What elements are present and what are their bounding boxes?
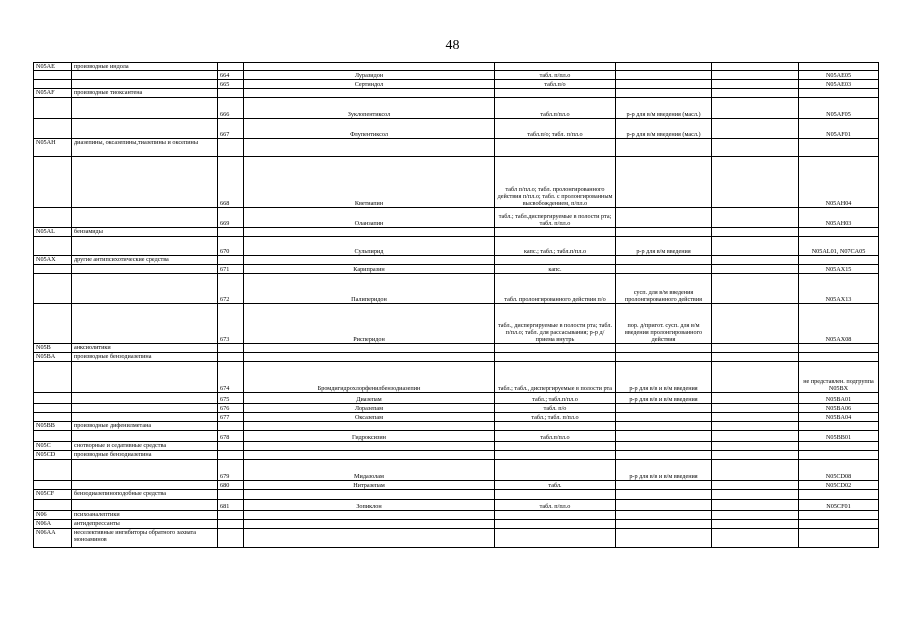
table-row xyxy=(34,237,879,256)
group-description-cell: бензодиазепиноподобные средства xyxy=(72,490,218,500)
drug-name-cell xyxy=(244,442,495,451)
group-description-cell: другие антипсихотические средства xyxy=(72,256,218,265)
atc-group-code-cell: N06A xyxy=(34,520,72,529)
empty-cell xyxy=(712,237,799,256)
empty-cell xyxy=(712,265,799,274)
dosage-form-cell xyxy=(495,460,616,481)
atc-code-cell xyxy=(799,422,879,431)
dosage-form-cell: табл.; табл., диспергируемые в полости рта xyxy=(495,362,616,393)
injection-form-cell xyxy=(616,500,712,511)
group-description-cell xyxy=(72,304,218,344)
injection-form-cell xyxy=(616,520,712,529)
drug-name-cell: Диазепам xyxy=(244,393,495,404)
injection-form-cell: р-р для в/в и в/м введения xyxy=(616,393,712,404)
injection-form-cell xyxy=(616,139,712,157)
atc-code-cell xyxy=(799,353,879,362)
dosage-form-cell: табл. п/о xyxy=(495,404,616,413)
group-row xyxy=(34,422,879,431)
drug-name-cell xyxy=(244,256,495,265)
injection-form-cell xyxy=(616,413,712,422)
item-number-cell: 673 xyxy=(218,304,244,344)
group-description-cell: снотворные и седативные средства xyxy=(72,442,218,451)
group-description-cell: неселективные ингибиторы обратного захвата моноаминов xyxy=(72,529,218,548)
item-number-cell xyxy=(218,422,244,431)
atc-group-code-cell xyxy=(34,98,72,119)
group-description-cell: производные бензодиазепина xyxy=(72,353,218,362)
atc-code-cell xyxy=(799,139,879,157)
drug-name-cell: Зуклопентиксол xyxy=(244,98,495,119)
group-row xyxy=(34,353,879,362)
drug-name-cell: Оксазепам xyxy=(244,413,495,422)
empty-cell xyxy=(712,511,799,520)
atc-group-code-cell: N05AX xyxy=(34,256,72,265)
atc-code-cell xyxy=(799,529,879,548)
atc-code-cell: N05AX15 xyxy=(799,265,879,274)
atc-group-code-cell: N05AL xyxy=(34,228,72,237)
drug-name-cell xyxy=(244,490,495,500)
atc-code-cell: N05CF01 xyxy=(799,500,879,511)
injection-form-cell xyxy=(616,353,712,362)
atc-group-code-cell xyxy=(34,71,72,80)
drug-name-cell xyxy=(244,228,495,237)
item-number-cell xyxy=(218,529,244,548)
item-number-cell xyxy=(218,139,244,157)
empty-cell xyxy=(712,404,799,413)
dosage-form-cell: капс. xyxy=(495,265,616,274)
table-row xyxy=(34,157,879,208)
injection-form-cell: р-р для в/в и в/м введения xyxy=(616,362,712,393)
dosage-form-cell: капс.; табл.; табл.п/пл.о xyxy=(495,237,616,256)
group-row xyxy=(34,520,879,529)
atc-group-code-cell: N05CD xyxy=(34,451,72,460)
dosage-form-cell: табл.п/о xyxy=(495,80,616,89)
dosage-form-cell xyxy=(495,511,616,520)
atc-group-code-cell xyxy=(34,431,72,442)
group-row xyxy=(34,89,879,98)
item-number-cell: 669 xyxy=(218,208,244,228)
dosage-form-cell: табл.; табл.диспергируемые в полости рта; табл. п/пл.о xyxy=(495,208,616,228)
drug-name-cell xyxy=(244,520,495,529)
drug-name-cell: Гидроксизин xyxy=(244,431,495,442)
group-description-cell: психоаналептики xyxy=(72,511,218,520)
table-row xyxy=(34,119,879,139)
dosage-form-cell: табл п/пл.о; табл. пролонгированного действия п/пл.о; табл. с пролонгированным высвобождением, п/пл.о xyxy=(495,157,616,208)
empty-cell xyxy=(712,80,799,89)
table-row xyxy=(34,98,879,119)
injection-form-cell xyxy=(616,442,712,451)
item-number-cell: 678 xyxy=(218,431,244,442)
empty-cell xyxy=(712,490,799,500)
group-description-cell: производные тиоксантена xyxy=(72,89,218,98)
group-row xyxy=(34,344,879,353)
group-description-cell xyxy=(72,157,218,208)
table-row xyxy=(34,500,879,511)
empty-cell xyxy=(712,228,799,237)
item-number-cell: 679 xyxy=(218,460,244,481)
item-number-cell: 665 xyxy=(218,80,244,89)
empty-cell xyxy=(712,157,799,208)
group-row xyxy=(34,511,879,520)
group-description-cell: производные индола xyxy=(72,63,218,71)
atc-code-cell: N05CD02 xyxy=(799,481,879,490)
table-row xyxy=(34,393,879,404)
injection-form-cell: р-р для в/м введения xyxy=(616,237,712,256)
injection-form-cell xyxy=(616,431,712,442)
atc-group-code-cell xyxy=(34,80,72,89)
drug-name-cell xyxy=(244,344,495,353)
atc-code-cell xyxy=(799,442,879,451)
injection-form-cell xyxy=(616,422,712,431)
atc-group-code-cell xyxy=(34,208,72,228)
group-description-cell xyxy=(72,413,218,422)
atc-code-cell xyxy=(799,520,879,529)
dosage-form-cell xyxy=(495,89,616,98)
empty-cell xyxy=(712,460,799,481)
item-number-cell xyxy=(218,451,244,460)
dosage-form-cell: табл.п/о; табл. п/пл.о xyxy=(495,119,616,139)
atc-group-code-cell: N05AF xyxy=(34,89,72,98)
dosage-form-cell xyxy=(495,529,616,548)
dosage-form-cell xyxy=(495,353,616,362)
injection-form-cell xyxy=(616,529,712,548)
dosage-form-cell xyxy=(495,442,616,451)
atc-code-cell: N05AH04 xyxy=(799,157,879,208)
group-description-cell xyxy=(72,481,218,490)
atc-group-code-cell: N06AA xyxy=(34,529,72,548)
item-number-cell xyxy=(218,511,244,520)
empty-cell xyxy=(712,256,799,265)
group-description-cell xyxy=(72,265,218,274)
item-number-cell: 667 xyxy=(218,119,244,139)
empty-cell xyxy=(712,98,799,119)
injection-form-cell xyxy=(616,228,712,237)
empty-cell xyxy=(712,89,799,98)
dosage-form-cell: табл. xyxy=(495,481,616,490)
item-number-cell: 677 xyxy=(218,413,244,422)
group-row xyxy=(34,139,879,157)
empty-cell xyxy=(712,63,799,71)
injection-form-cell xyxy=(616,481,712,490)
group-description-cell xyxy=(72,237,218,256)
atc-code-cell: N05CD08 xyxy=(799,460,879,481)
dosage-form-cell: табл. пролонгированного действия п/о xyxy=(495,274,616,304)
table-row xyxy=(34,460,879,481)
atc-code-cell xyxy=(799,256,879,265)
dosage-form-cell xyxy=(495,63,616,71)
item-number-cell xyxy=(218,520,244,529)
injection-form-cell xyxy=(616,208,712,228)
atc-code-cell: N05AX08 xyxy=(799,304,879,344)
item-number-cell: 680 xyxy=(218,481,244,490)
empty-cell xyxy=(712,139,799,157)
atc-group-code-cell: N05BB xyxy=(34,422,72,431)
dosage-form-cell xyxy=(495,139,616,157)
group-row xyxy=(34,490,879,500)
atc-code-cell: N05AF01 xyxy=(799,119,879,139)
atc-group-code-cell xyxy=(34,237,72,256)
injection-form-cell xyxy=(616,490,712,500)
drug-name-cell: Карипразин xyxy=(244,265,495,274)
group-description-cell: бензамиды xyxy=(72,228,218,237)
injection-form-cell xyxy=(616,511,712,520)
group-description-cell xyxy=(72,500,218,511)
empty-cell xyxy=(712,481,799,490)
empty-cell xyxy=(712,304,799,344)
atc-group-code-cell xyxy=(34,500,72,511)
injection-form-cell: пор. д/пригот. сусп. для в/м введения пролонгированного действия xyxy=(616,304,712,344)
atc-group-code-cell: N05AE xyxy=(34,63,72,71)
table-row xyxy=(34,80,879,89)
table-row xyxy=(34,431,879,442)
table-row xyxy=(34,362,879,393)
atc-code-cell xyxy=(799,344,879,353)
atc-group-code-cell xyxy=(34,274,72,304)
drug-name-cell: Оланзапин xyxy=(244,208,495,228)
item-number-cell: 670 xyxy=(218,237,244,256)
dosage-form-cell xyxy=(495,256,616,265)
item-number-cell: 668 xyxy=(218,157,244,208)
empty-cell xyxy=(712,451,799,460)
injection-form-cell xyxy=(616,265,712,274)
dosage-form-cell xyxy=(495,344,616,353)
item-number-cell: 681 xyxy=(218,500,244,511)
drug-name-cell xyxy=(244,422,495,431)
drug-name-cell: Зопиклон xyxy=(244,500,495,511)
drug-name-cell: Флупентиксол xyxy=(244,119,495,139)
atc-code-cell: N05BA04 xyxy=(799,413,879,422)
group-description-cell xyxy=(72,98,218,119)
drug-name-cell: Нитразепам xyxy=(244,481,495,490)
empty-cell xyxy=(712,208,799,228)
group-description-cell xyxy=(72,431,218,442)
atc-code-cell: N05AE03 xyxy=(799,80,879,89)
table-row xyxy=(34,208,879,228)
group-description-cell xyxy=(72,404,218,413)
atc-code-cell: N05AH03 xyxy=(799,208,879,228)
drug-name-cell xyxy=(244,451,495,460)
atc-group-code-cell: N06 xyxy=(34,511,72,520)
atc-group-code-cell xyxy=(34,362,72,393)
item-number-cell: 674 xyxy=(218,362,244,393)
group-description-cell: антидепрессанты xyxy=(72,520,218,529)
atc-code-cell xyxy=(799,451,879,460)
item-number-cell xyxy=(218,344,244,353)
injection-form-cell: р-р для в/м введения (масл.) xyxy=(616,98,712,119)
dosage-form-cell: табл.; табл. п/пл.о xyxy=(495,413,616,422)
injection-form-cell xyxy=(616,256,712,265)
atc-group-code-cell xyxy=(34,119,72,139)
injection-form-cell xyxy=(616,344,712,353)
injection-form-cell xyxy=(616,157,712,208)
empty-cell xyxy=(712,431,799,442)
item-number-cell: 676 xyxy=(218,404,244,413)
drug-name-cell xyxy=(244,139,495,157)
atc-code-cell xyxy=(799,63,879,71)
empty-cell xyxy=(712,422,799,431)
atc-code-cell: N05BB01 xyxy=(799,431,879,442)
empty-cell xyxy=(712,529,799,548)
table-row xyxy=(34,413,879,422)
dosage-form-cell xyxy=(495,228,616,237)
item-number-cell xyxy=(218,228,244,237)
group-row xyxy=(34,228,879,237)
empty-cell xyxy=(712,274,799,304)
drug-name-cell: Лоразепам xyxy=(244,404,495,413)
group-description-cell xyxy=(72,362,218,393)
item-number-cell xyxy=(218,89,244,98)
atc-group-code-cell: N05CF xyxy=(34,490,72,500)
empty-cell xyxy=(712,520,799,529)
item-number-cell: 672 xyxy=(218,274,244,304)
atc-code-cell: N05AX13 xyxy=(799,274,879,304)
table-row xyxy=(34,404,879,413)
item-number-cell xyxy=(218,490,244,500)
atc-group-code-cell: N05B xyxy=(34,344,72,353)
drug-name-cell: Рисперидон xyxy=(244,304,495,344)
drug-name-cell xyxy=(244,353,495,362)
atc-code-cell xyxy=(799,228,879,237)
injection-form-cell xyxy=(616,404,712,413)
injection-form-cell: р-р для в/м введения (масл.) xyxy=(616,119,712,139)
group-row xyxy=(34,451,879,460)
item-number-cell xyxy=(218,353,244,362)
group-description-cell: производные дифенилметана xyxy=(72,422,218,431)
drug-name-cell xyxy=(244,529,495,548)
group-description-cell: производные бензодиазепина xyxy=(72,451,218,460)
dosage-form-cell xyxy=(495,520,616,529)
atc-code-cell xyxy=(799,89,879,98)
group-description-cell: диазепины, оксазепины,тиазепины и оксепины xyxy=(72,139,218,157)
atc-group-code-cell xyxy=(34,304,72,344)
item-number-cell xyxy=(218,63,244,71)
atc-group-code-cell: N05BA xyxy=(34,353,72,362)
dosage-form-cell: табл. п/пл.о xyxy=(495,500,616,511)
table-row xyxy=(34,304,879,344)
atc-code-cell: не представлен. подгруппа N05BX xyxy=(799,362,879,393)
drug-table xyxy=(33,62,879,548)
dosage-form-cell: табл., диспергируемые в полости рта; табл. п/пл.о; табл. для рассасывания; р-р д/приема внутрь xyxy=(495,304,616,344)
item-number-cell: 671 xyxy=(218,265,244,274)
table-row xyxy=(34,265,879,274)
dosage-form-cell xyxy=(495,422,616,431)
item-number-cell xyxy=(218,256,244,265)
group-row xyxy=(34,442,879,451)
drug-name-cell xyxy=(244,63,495,71)
group-row xyxy=(34,529,879,548)
drug-name-cell xyxy=(244,89,495,98)
injection-form-cell xyxy=(616,89,712,98)
injection-form-cell xyxy=(616,80,712,89)
dosage-form-cell: табл.п/пл.о xyxy=(495,431,616,442)
drug-name-cell: Сульпирид xyxy=(244,237,495,256)
group-description-cell xyxy=(72,208,218,228)
drug-name-cell: Палиперидон xyxy=(244,274,495,304)
empty-cell xyxy=(712,353,799,362)
page-number: 48 xyxy=(445,38,460,53)
empty-cell xyxy=(712,344,799,353)
atc-code-cell xyxy=(799,511,879,520)
dosage-form-cell: табл.п/пл.о xyxy=(495,98,616,119)
atc-code-cell: N05BA01 xyxy=(799,393,879,404)
atc-group-code-cell xyxy=(34,157,72,208)
table-body xyxy=(34,63,879,548)
drug-name-cell: Мидазолам xyxy=(244,460,495,481)
item-number-cell: 675 xyxy=(218,393,244,404)
item-number-cell: 666 xyxy=(218,98,244,119)
table-row xyxy=(34,274,879,304)
table-row xyxy=(34,481,879,490)
empty-cell xyxy=(712,71,799,80)
group-description-cell xyxy=(72,119,218,139)
empty-cell xyxy=(712,413,799,422)
group-description-cell: анксиолитики xyxy=(72,344,218,353)
item-number-cell: 664 xyxy=(218,71,244,80)
atc-group-code-cell xyxy=(34,460,72,481)
injection-form-cell: сусп. для в/м введения пролонгированного действия xyxy=(616,274,712,304)
group-description-cell xyxy=(72,393,218,404)
dosage-form-cell xyxy=(495,451,616,460)
group-row xyxy=(34,256,879,265)
drug-name-cell: Луразидон xyxy=(244,71,495,80)
injection-form-cell: р-р для в/в и в/м введения xyxy=(616,460,712,481)
injection-form-cell xyxy=(616,63,712,71)
atc-group-code-cell xyxy=(34,393,72,404)
group-description-cell xyxy=(72,80,218,89)
dosage-form-cell: табл.; табл.п/пл.о xyxy=(495,393,616,404)
group-row xyxy=(34,63,879,71)
drug-name-cell: Сертиндол xyxy=(244,80,495,89)
group-description-cell xyxy=(72,460,218,481)
atc-code-cell: N05AL01, N07CA05 xyxy=(799,237,879,256)
injection-form-cell xyxy=(616,451,712,460)
dosage-form-cell xyxy=(495,490,616,500)
injection-form-cell xyxy=(616,71,712,80)
atc-code-cell: N05AE05 xyxy=(799,71,879,80)
atc-group-code-cell xyxy=(34,413,72,422)
empty-cell xyxy=(712,442,799,451)
group-description-cell xyxy=(72,274,218,304)
drug-name-cell xyxy=(244,511,495,520)
empty-cell xyxy=(712,500,799,511)
atc-group-code-cell: N05AH xyxy=(34,139,72,157)
atc-group-code-cell xyxy=(34,481,72,490)
drug-name-cell: Бромдигидрохлорфенилбензодиазепин xyxy=(244,362,495,393)
atc-group-code-cell: N05C xyxy=(34,442,72,451)
atc-group-code-cell xyxy=(34,404,72,413)
dosage-form-cell: табл. п/пл.о xyxy=(495,71,616,80)
empty-cell xyxy=(712,119,799,139)
group-description-cell xyxy=(72,71,218,80)
table-row xyxy=(34,71,879,80)
atc-code-cell xyxy=(799,490,879,500)
empty-cell xyxy=(712,393,799,404)
empty-cell xyxy=(712,362,799,393)
item-number-cell xyxy=(218,442,244,451)
atc-code-cell: N05AF05 xyxy=(799,98,879,119)
atc-code-cell: N05BA06 xyxy=(799,404,879,413)
atc-group-code-cell xyxy=(34,265,72,274)
drug-name-cell: Кветиапин xyxy=(244,157,495,208)
